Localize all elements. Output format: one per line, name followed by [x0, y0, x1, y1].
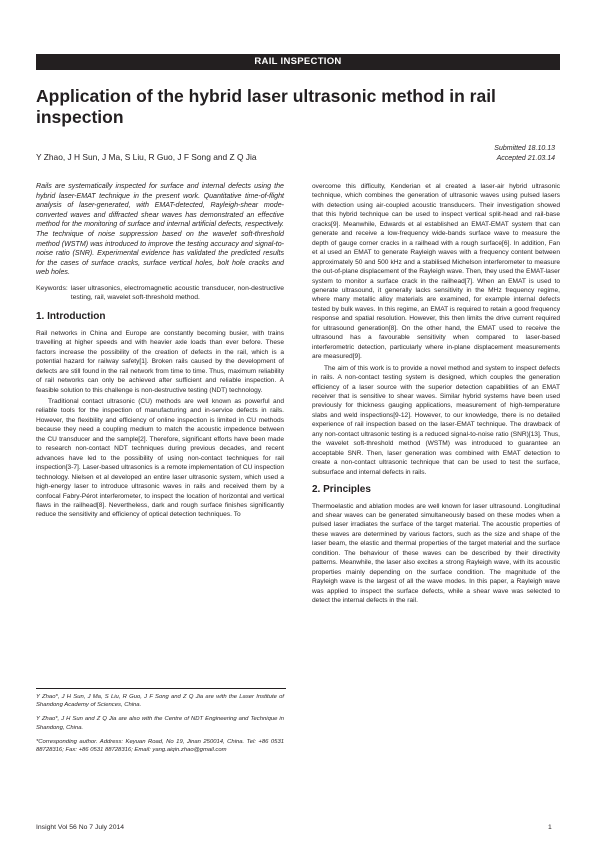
- abstract: Rails are systematically inspected for surface and internal defects using the hybrid laser-EMAT technique in the present work. Quantitative time-of-flight analysis of laser-generated, with EMAT-detected, Rayleigh-shear mode-converted waves and diffracted shear waves has demonstrated an effective method for the monitoring of surface and internal artificial defects, respectively. The technique of noise suppression based on the wavelet soft-threshold method (WSTM) was introduced to improve the testing accuracy and signal-to-noise ratio (SNR). Experimental evidence has validated the predicted results for the cases of surface cracks, surface vertical holes, bolt hole cracks and web holes.: [36, 182, 284, 277]
- paragraph: overcome this difficulty, Kenderian et al created a laser-air hybrid ultrasonic technique, which combines the generation of ultrasonic waves using pulsed lasers with detection using air-coupled acoustic transducers. Their investigation showed that this hybrid technique can be used to inspect vertical split-head and rail-base cracks[9]. Meanwhile, Edwards et al established an EMAT-EMAT system that can generate and receive a low-frequency wide-bands surface wave to measure the depth of gauge corner cracks in a railhead with a rough surface[6]. In addition, Fan et al used an EMAT to generate Rayleigh waves with a frequency content between approximately 50 and 500 kHz and a stabilised Michelson interferometer to measure the out-of-plane displacement of the Rayleigh wave. Then, they used the EMAT-laser system to monitor a surface crack in the railhead[7]. When an EMAT is used to generate ultrasound, it generally lacks sensitivity in the MHz frequency regime, where many metallic alloy materials are examined, for example internal defects tested by bulk waves. In this regime, an EMAT is required to retain a good frequency response and spatial resolution. However, this then limits the drive current required for ultrasound generation[8]. On the other hand, the EMAT used to receive the ultrasound has a favourable sensitivity when compared to laser-based interferometric detection, particularly where in-plane displacement measurements are measured[9].: [312, 183, 560, 361]
- keywords-block: [36, 284, 284, 302]
- page-number: 1: [548, 824, 552, 831]
- keywords-label: Keywords:: [36, 284, 68, 292]
- footnote-rule: [36, 688, 286, 689]
- paper-title: Application of the hybrid laser ultrasonic method in rail inspection: [36, 86, 496, 127]
- left-column: [36, 182, 284, 522]
- paragraph: Rail networks in China and Europe are constantly becoming busier, with trains travelling at higher speeds and with heavier axle loads than ever before. These factors increase the possibility of the creation of defects in the rail, which is a potential hazard for railway safety[1]. Broken rails caused by the development of defects are still found in the rail network from time to time. Thus, maximum reliability of rail networks can only be achieved after sufficient and reliable inspection. A feasible solution to this challenge is non-destructive testing (NDT) technology.: [36, 329, 284, 394]
- paragraph: The aim of this work is to provide a novel method and system to inspect defects in rails. A non-contact testing system is designed, which couples the generation efficiency of a laser source with the superior detection capabilities of an EMAT receiver that is sensitive to shear waves. Similar hybrid systems have been used previously for thickness gauging applications, measurement of high-temperature slabs and weld inspections[9-12]. However, to our knowledge, there is no detailed experience of rail inspection based on the laser-EMAT technique. The drawback of any non-contact ultrasonic testing is a reduced signal-to-noise ratio (SNR)[13]. Thus, the wavelet soft-threshold method (WSTM) was introduced to guarantee an acceptable SNR. Then, laser generation was combined with EMAT detection to create a non-contact ultrasonic technique that can be used to test the surface, subsurface and internal defects in rails.: [312, 364, 560, 476]
- accepted-date: Accepted 21.03.14: [496, 154, 555, 162]
- paragraph: Traditional contact ultrasonic (CU) methods are well known as powerful and reliable tools for the inspection of manufacturing and in-service defects in rails. However, the flexibility and efficiency of online inspection is limited in CU methods because they need a coupling medium to match the acoustic impedence between the CU transducer and the sample[2]. Therefore, significant efforts have been made to research non-contact NDT techniques during previous decades, and recent advances have led to the possibility of using non-contact techniques for rail inspection[3-7]. Laser-based ultrasonics is a remote implementation of CU inspection technology. Nielsen et al developed an entire laser ultrasonic system, which used a high-energy laser to introduce ultrasonic waves in rails and received them by a confocal Fabry-Pérot interferometer, to inspect the location of horizontal and vertical flaws in the railhead[8]. Nevertheless, dark and rough surface finishes significantly reduce the sensitivity and efficiency of optical detection techniques. To: [36, 397, 284, 519]
- section-heading-principles: 2. Principles: [312, 484, 371, 496]
- right-column: [312, 182, 560, 607]
- section-banner: RAIL INSPECTION: [36, 54, 560, 70]
- footnotes: [36, 693, 284, 760]
- paragraph: Thermoelastic and ablation modes are well known for laser ultrasound. Longitudinal and shear waves can be generated simultaneously based on these modes when a pulsed laser irradiates the surface of the target material. The acoustic properties of these waves are determined by various factors, such as the size and shape of the laser beam, the elastic and thermal properties of the target material and the surface condition. The behaviour of these waves can be described by their directivity patterns. Meanwhile, the laser also excites a strong Rayleigh wave, with its acoustic properties mainly depending on the surface condition. The magnitude of the Rayleigh wave is the largest of all the wave modes. In this paper, a Rayleigh wave was applied to inspect the surface defects, while a shear wave was selected to detect the internal defects in the rail.: [312, 502, 560, 605]
- journal-footer: Insight Vol 56 No 7 July 2014: [36, 824, 125, 831]
- footnote-affiliation: Y Zhao*, J H Sun, J Ma, S Liu, R Guo, J F Song and Z Q Jia are with the Laser Institute of Shandong Academy of Sciences, China.: [36, 694, 284, 709]
- submitted-date: Submitted 18.10.13: [494, 145, 555, 152]
- author-list: Y Zhao, J H Sun, J Ma, S Liu, R Guo, J F Song and Z Q Jia: [36, 152, 257, 162]
- footnote-affiliation: Y Zhao*, J H Sun and Z Q Jia are also with the Centre of NDT Engineering and Technique in Shandong, China.: [36, 716, 284, 731]
- section-heading-introduction: 1. Introduction: [36, 311, 106, 323]
- submission-dates: [494, 144, 555, 163]
- keywords-text: laser ultrasonics, electromagnetic acoustic transducer, non-destructive testing, rail, wavelet soft-threshold method.: [70, 284, 284, 302]
- footnote-corresponding-author: *Corresponding author. Address: Keyuan Road, No 19, Jinan 250014, China. Tel: +86 0531 88728316; Fax: +86 0531 88728316; Email: yang.aiqin.zhao@gmail.com: [36, 738, 284, 754]
